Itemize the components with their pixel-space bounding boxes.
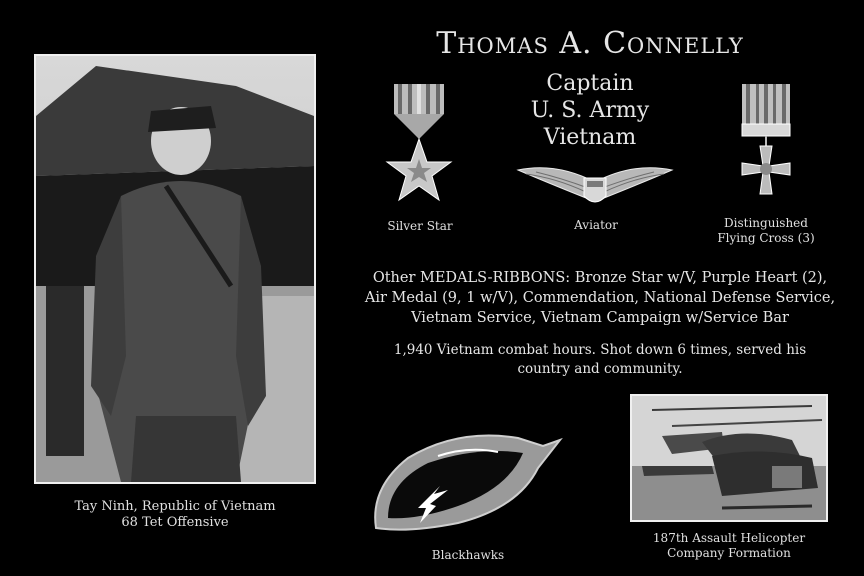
aviator-wings-icon	[516, 162, 674, 212]
helicopter-caption-line: 187th Assault Helicopter	[652, 531, 806, 545]
combat-line: 1,940 Vietnam combat hours. Shot down 6 times, served his	[393, 342, 807, 358]
rank-block	[470, 70, 710, 151]
name-title: Thomas A. Connelly	[436, 26, 744, 61]
helicopter-photo	[630, 394, 828, 522]
aviator-label: Aviator	[574, 218, 618, 232]
soldier-photo-image	[36, 56, 314, 482]
other-medals-text	[350, 268, 850, 328]
silver-star-label: Silver Star	[387, 219, 453, 233]
dfc-label-line: Flying Cross (3)	[717, 231, 815, 245]
dfc-medal	[734, 84, 798, 214]
photo-caption	[34, 499, 316, 531]
medals-line: Vietnam Service, Vietnam Campaign w/Service Bar	[411, 310, 789, 326]
aviator-wings	[516, 162, 674, 212]
theater-line: Vietnam	[543, 125, 637, 150]
combat-line: country and community.	[517, 361, 683, 377]
helicopter-image	[632, 396, 826, 520]
flying-cross-icon	[734, 84, 798, 214]
blackhawks-insignia	[368, 428, 564, 538]
medals-line: Other MEDALS-RIBBONS: Bronze Star w/V, Purple Heart (2),	[372, 270, 828, 286]
dfc-label	[712, 216, 820, 246]
helicopter-caption-line: Company Formation	[667, 546, 791, 560]
blackhawks-label: Blackhawks	[431, 548, 505, 562]
medals-line: Air Medal (9, 1 w/V), Commendation, National Defense Service,	[364, 290, 836, 306]
photo-caption-line: 68 Tet Offensive	[121, 515, 229, 530]
silver-star-medal	[384, 84, 454, 214]
combat-hours-text	[350, 341, 850, 379]
dfc-label-line: Distinguished	[724, 216, 808, 230]
branch-line: U. S. Army	[530, 98, 650, 123]
hawk-emblem-icon	[368, 428, 564, 538]
portrait-photo	[34, 54, 316, 484]
rank-line: Captain	[546, 71, 634, 96]
silver-star-icon	[384, 84, 454, 214]
helicopter-caption	[630, 531, 828, 561]
photo-caption-line: Tay Ninh, Republic of Vietnam	[74, 499, 276, 514]
